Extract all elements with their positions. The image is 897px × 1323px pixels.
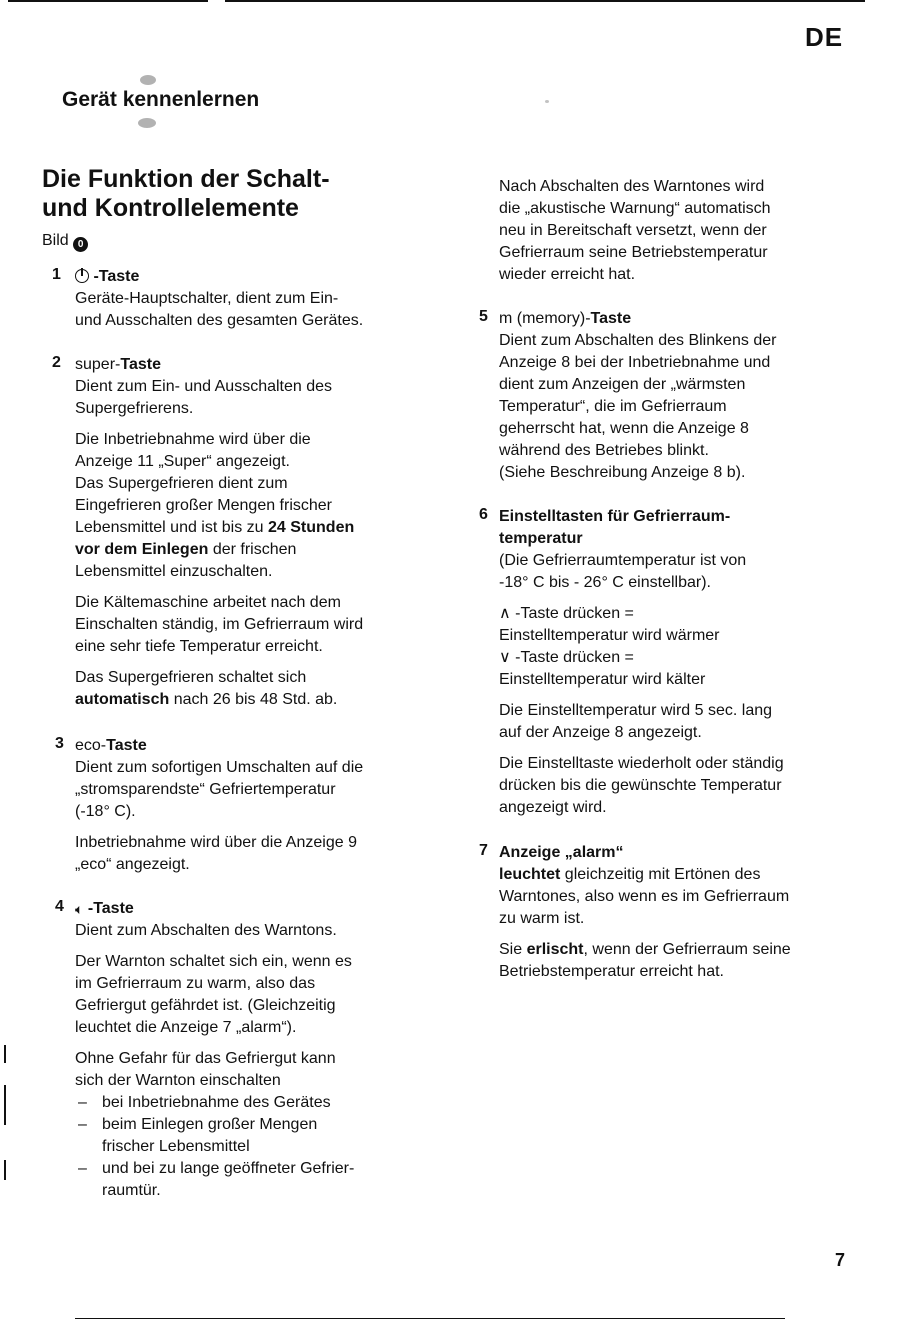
item-4: 🔈︎ -Taste Dient zum Abschalten des Warntons. Der Warnton schaltet sich ein, wenn es im Gefrierraum zu warm, also das Gefriergut gefährdet ist. (Gleichzeitig leuchtet die Anzeige 7 „alarm“). Ohne Gefahr für das Gefriergut kann sich der Warnton einschalten – bei Inbetriebnahme des Gerätes – beim Einlegen großer Mengen frischer Lebensmittel – und bei zu lange geöffneter Gefrier- raumtür. <box>75 898 435 1202</box>
left-edge-mark <box>4 1085 6 1125</box>
bottom-rule <box>75 1318 785 1319</box>
section-title: Gerät kennenlernen <box>62 88 260 111</box>
item-number-4: 4 <box>55 898 64 915</box>
item-3: eco-Taste Dient zum sofortigen Umschalten auf die „stromsparendste“ Gefriertemperatur (-18° C). Inbetriebnahme wird über die Anzeige 9 „eco“ angezeigt. <box>75 735 435 876</box>
scan-speckle <box>138 118 156 128</box>
item-number-1: 1 <box>52 266 61 283</box>
page-title: Die Funktion der Schalt- und Kontrollelemente <box>42 165 330 222</box>
item-number-6: 6 <box>479 506 488 523</box>
left-edge-mark <box>4 1045 6 1063</box>
item-1: -Taste Geräte-Hauptschalter, dient zum Ein- und Ausschalten des gesamten Gerätes. <box>75 266 435 332</box>
language-label: DE <box>805 22 844 52</box>
item-2: super-Taste Dient zum Ein- und Ausschalten des Supergefrierens. Die Inbetriebnahme wird über die Anzeige 11 „Super“ angezeigt. Das Supergefrieren dient zum Eingefrieren großer Mengen frischer Lebensmittel und ist bis zu 24 Stunden vor dem Einlegen der frischen Lebensmittel einzuschalten. Die Kältemaschine arbeitet nach dem Einschalten ständig, im Gefrierraum wird eine sehr tiefe Temperatur erreicht. Das Supergefrieren schaltet sich automatisch nach 26 bis 48 Std. ab. <box>75 354 435 711</box>
figure-number-badge: 0 <box>73 237 88 252</box>
item-number-5: 5 <box>479 308 488 325</box>
item-2-heading: super-Taste <box>75 356 161 373</box>
item-7-heading: Anzeige „alarm“ <box>499 844 624 861</box>
item-number-3: 3 <box>55 735 64 752</box>
figure-reference: Bild 0 <box>42 232 88 252</box>
top-rule-right <box>225 0 865 2</box>
list-item: – und bei zu lange geöffneter Gefrier- raumtür. <box>78 1160 355 1199</box>
scan-speckle <box>545 100 549 103</box>
power-icon <box>75 269 89 283</box>
intro-paragraph: Nach Abschalten des Warntones wird die „akustische Warnung“ automatisch neu in Bereitschaft versetzt, wenn der Gefrierraum seine Betriebstemperatur wieder erreicht hat. <box>499 178 771 283</box>
item-6-heading: Einstelltasten für Gefrierraum- <box>499 508 731 525</box>
item-4-heading: 🔈︎ -Taste <box>75 898 435 920</box>
scan-speckle <box>140 75 156 85</box>
item-number-7: 7 <box>479 842 488 859</box>
alarm-horn-icon: 🔈︎ <box>75 901 84 917</box>
page-number: 7 <box>835 1250 846 1270</box>
item-3-heading: eco-Taste <box>75 737 147 754</box>
item-1-heading: -Taste <box>75 266 435 288</box>
item-5: m (memory)-Taste Dient zum Abschalten des Blinkens der Anzeige 8 bei der Inbetriebnahme und dient zum Anzeigen der „wärmsten Temperatur“, die im Gefrierraum geherrscht hat, wenn die Anzeige 8 während des Betriebes blinkt. (Siehe Beschreibung Anzeige 8 b). <box>499 308 869 484</box>
item-6: Einstelltasten für Gefrierraum- temperatur (Die Gefrierraumtemperatur ist von -18° C bis - 26° C einstellbar). ∧ -Taste drücken = Einstelltemperatur wird wärmer ∨ -Taste drücken = Einstelltemperatur wird kälter Die Einstelltemperatur wird 5 sec. lang auf der Anzeige 8 angezeigt. Die Einstelltaste wiederholt oder ständig drücken bis die gewünschte Temperatur angezeigt wird. <box>499 506 869 819</box>
item-7: Anzeige „alarm“ leuchtet gleichzeitig mit Ertönen des Warntones, also wenn es im Gefrierraum zu warm ist. Sie erlischt, wenn der Gefrierraum seine Betriebstemperatur erreicht hat. <box>499 842 869 983</box>
item-5-heading: m (memory)-Taste <box>499 310 632 327</box>
list-item: – beim Einlegen großer Mengen frischer Lebensmittel <box>78 1116 318 1155</box>
list-item: – bei Inbetriebnahme des Gerätes <box>78 1094 331 1111</box>
item-number-2: 2 <box>52 354 61 371</box>
left-edge-mark <box>4 1160 6 1180</box>
top-rule-left <box>8 0 208 2</box>
